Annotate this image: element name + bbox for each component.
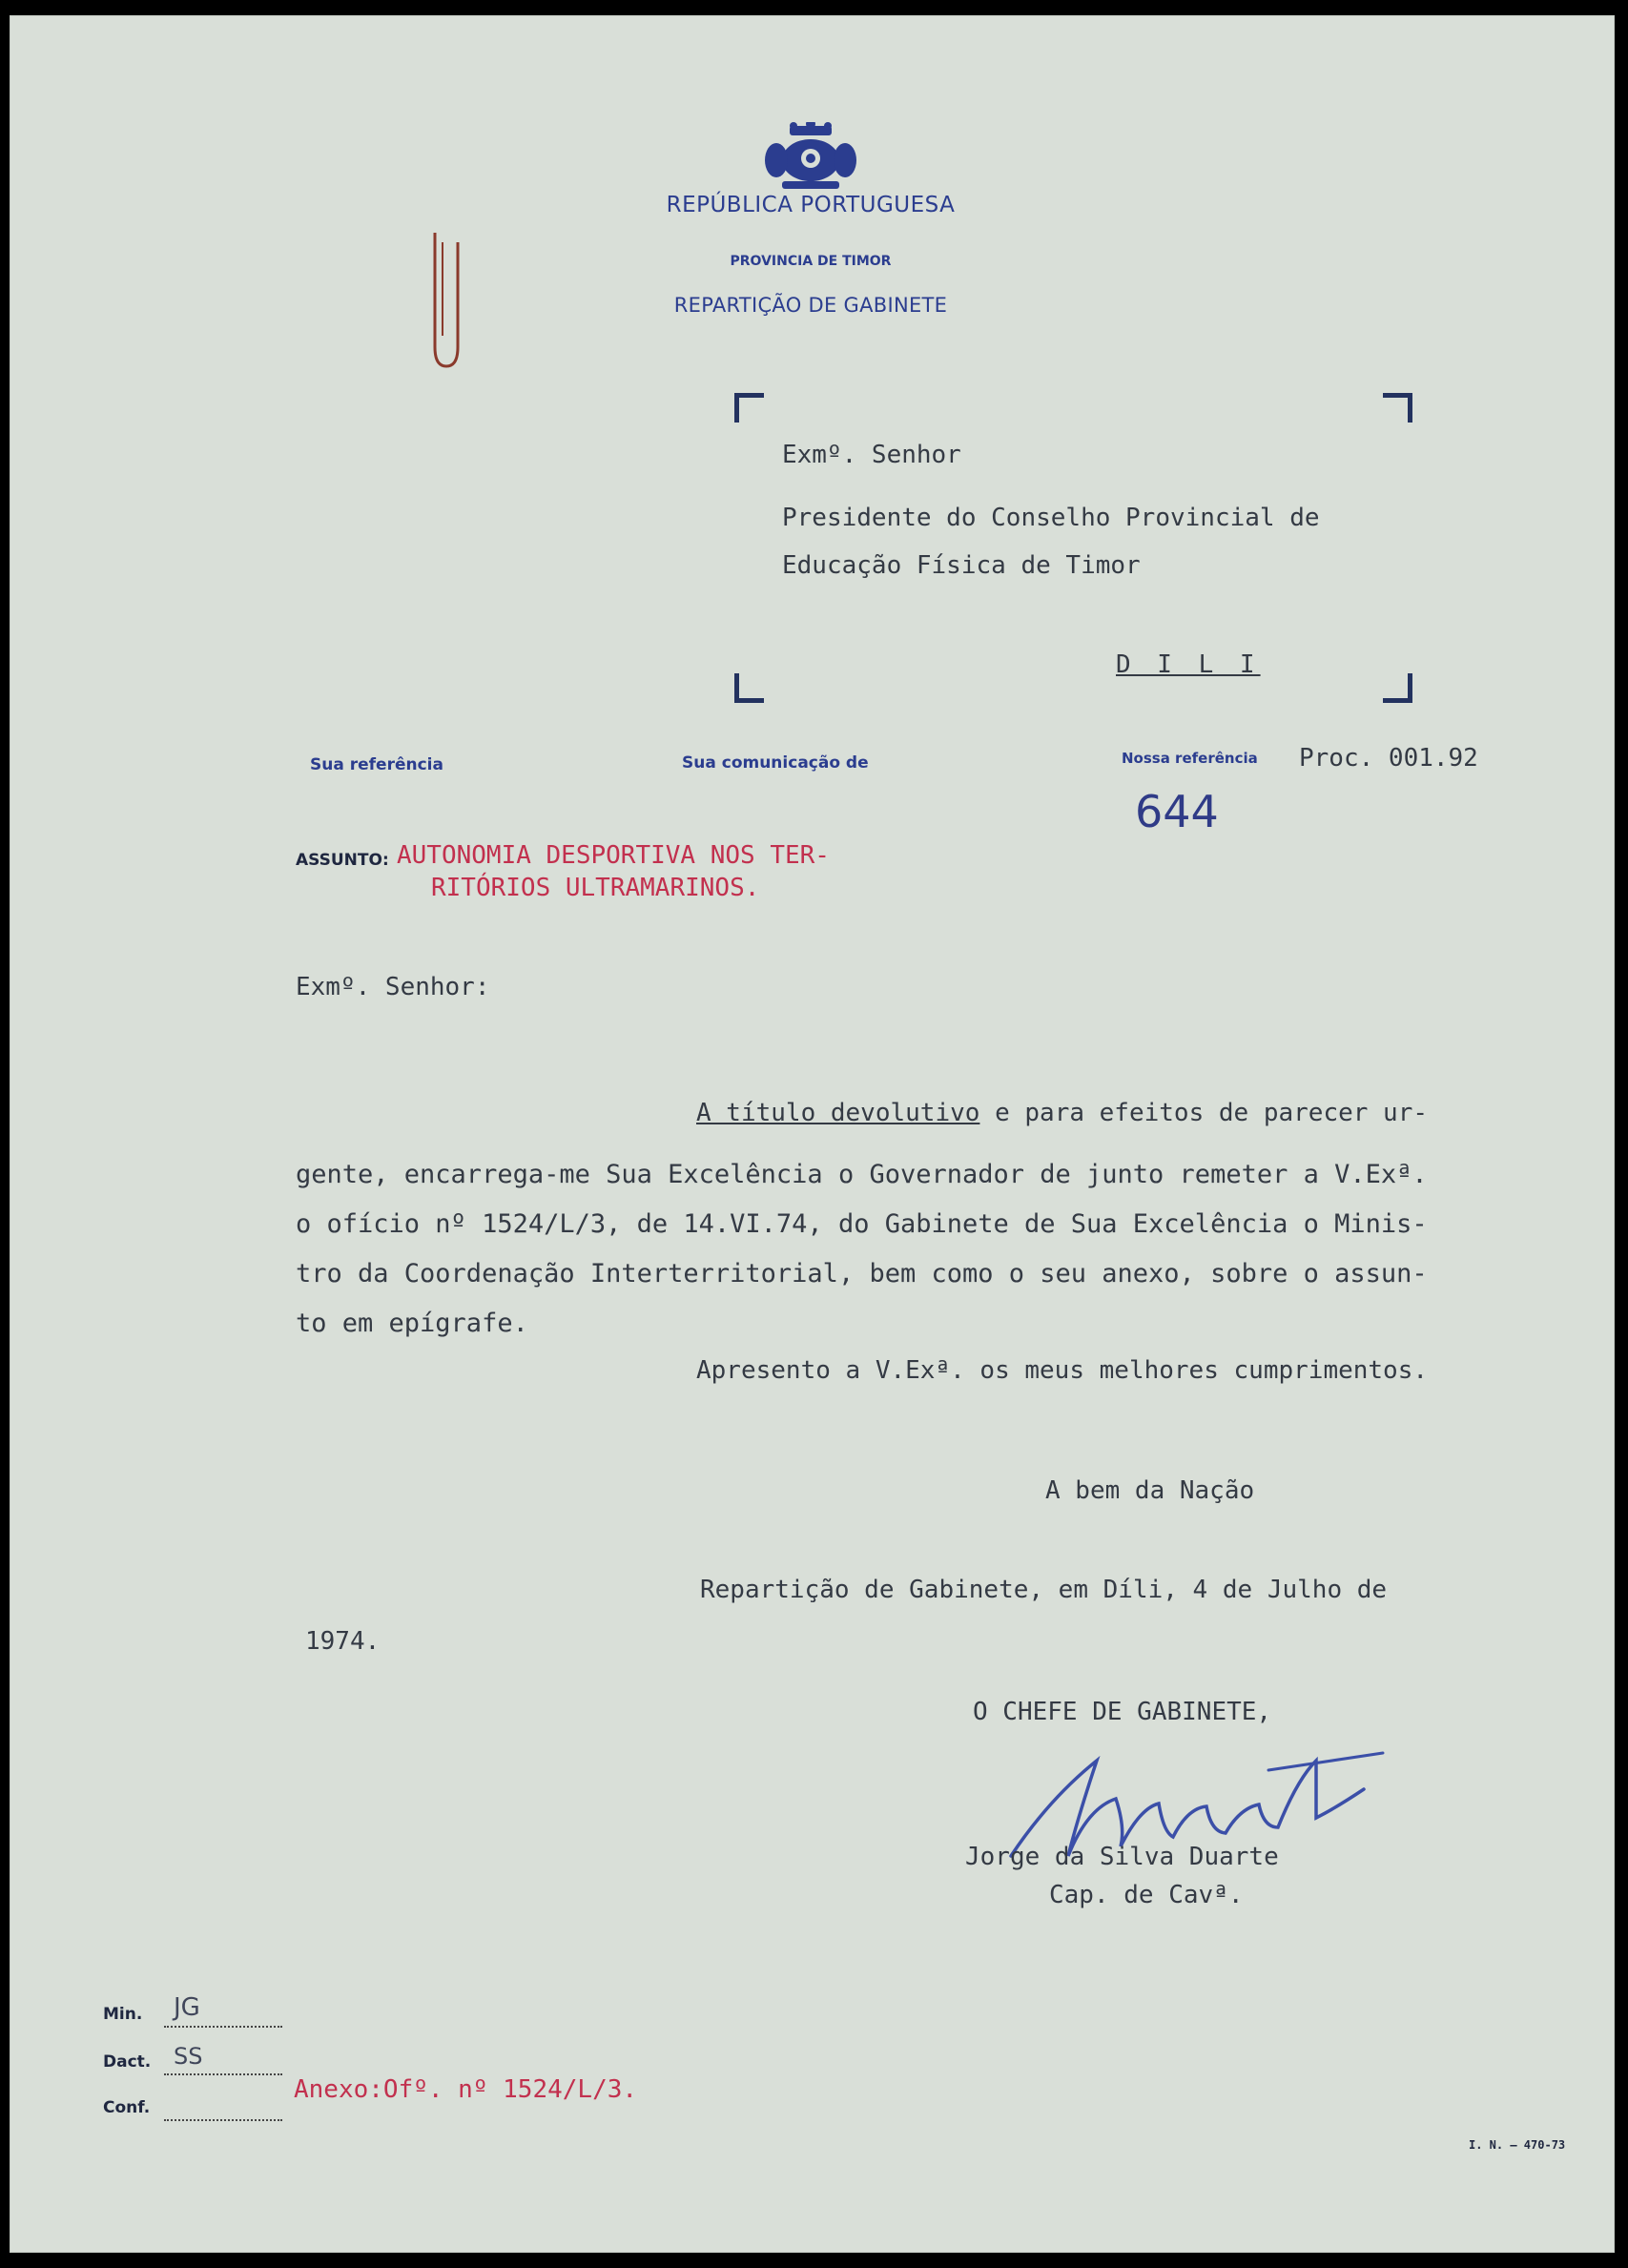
signature-title: O CHEFE DE GABINETE, [973,1698,1272,1726]
annex-note: Anexo:Ofº. nº 1524/L/3. [294,2075,638,2104]
nossa-referencia-label: Nossa referência [1122,750,1258,767]
addressee-city: D I L I [1116,650,1261,679]
body-place-date: Repartição de Gabinete, em Díli, 4 de Julho de [700,1576,1388,1604]
address-corner-bottom-right [1383,673,1412,703]
body-paragraph: gente, encarrega-me Sua Excelência o Governador de junto remeter a V.Exª. o ofício nº 1524/L/3, de 14.VI.74, do Gabinete de Sua Excelência o Minis- tro da Coordenação Interterritorial, bem como o seu anexo, sobre o assun- to em epígrafe. [296,1160,1428,1338]
min-label: Min. [103,2005,143,2024]
paper-clip-icon [420,223,465,376]
addressee-line-1: Presidente do Conselho Provincial de [782,504,1320,532]
addressee-salutation: Exmº. Senhor [782,441,961,469]
addressee-line-2: Educação Física de Timor [782,551,1141,580]
body-year: 1974. [305,1627,381,1656]
subject-label: ASSUNTO: [296,851,389,870]
address-corner-top-left [734,393,764,423]
body-greeting: Exmº. Senhor: [296,973,490,1001]
letterhead-office: REPARTIÇÃO DE GABINETE [673,294,948,317]
body-first-line-rest: e para efeitos de parecer ur- [979,1099,1429,1127]
dact-value: SS [174,2043,203,2070]
signature-rank: Cap. de Cavª. [1049,1881,1244,1909]
body-closing: Apresento a V.Exª. os meus melhores cumprimentos. [696,1356,1429,1385]
conf-label: Conf. [103,2098,151,2117]
dact-label: Dact. [103,2052,152,2072]
subject-line-2: RITÓRIOS ULTRAMARINOS. [431,874,760,902]
handwritten-number: 644 [1135,786,1219,837]
body-emphasis: A título devolutivo [696,1099,980,1127]
subject-line-1: AUTONOMIA DESPORTIVA NOS TER- [397,841,830,870]
sua-referencia-label: Sua referência [310,755,443,774]
sua-comunicacao-label: Sua comunicação de [682,753,869,773]
min-value: JG [174,1993,200,2022]
coat-of-arms-icon [763,122,858,198]
nossa-referencia-value: Proc. 001.92 [1299,744,1478,773]
signature-name: Jorge da Silva Duarte [965,1843,1279,1871]
address-corner-bottom-left [734,673,764,703]
print-code: I. N. — 470-73 [1469,2138,1566,2152]
letterhead-republic: REPÚBLICA PORTUGUESA [666,193,956,217]
letter-page [10,15,1615,2253]
body-first-line [696,1099,1428,1127]
body-motto: A bem da Nação [1045,1476,1255,1505]
address-corner-top-right [1383,393,1412,423]
letterhead-province: PROVINCIA DE TIMOR [730,254,892,269]
